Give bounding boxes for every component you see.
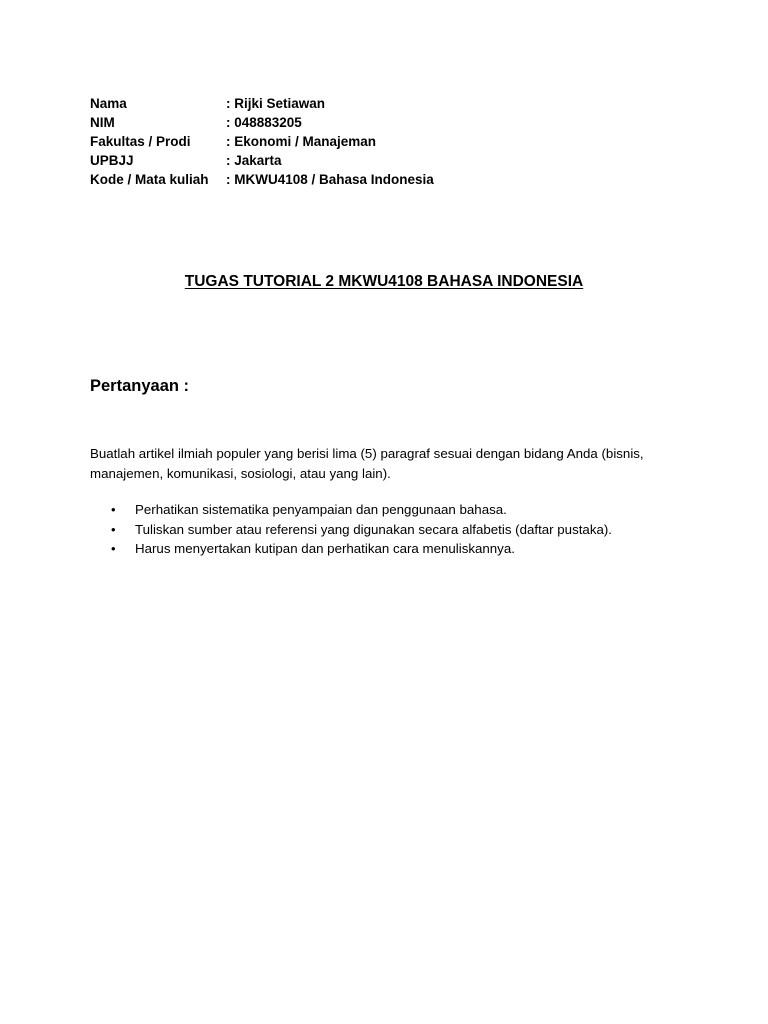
list-item [90,500,690,520]
list-item-text: Perhatikan sistematika penyampaian dan penggunaan bahasa. [135,502,507,517]
info-value: : 048883205 [226,115,302,130]
info-label: Kode / Mata kuliah [90,172,209,187]
list-item [90,539,690,559]
info-value: : Ekonomi / Manajeman [226,134,377,149]
info-label: UPBJJ [90,153,134,168]
info-value: : Jakarta [226,153,282,168]
info-row-nim [90,113,434,132]
document-title: TUGAS TUTORIAL 2 MKWU4108 BAHASA INDONESIA [184,273,584,290]
bullet-icon: • [111,502,116,517]
info-value: : MKWU4108 / Bahasa Indonesia [226,172,434,187]
list-item [90,520,690,540]
bullet-icon: • [111,521,116,537]
instruction-list [90,500,690,559]
student-info-table [90,94,434,189]
info-label: NIM [90,115,115,130]
info-label: Fakultas / Prodi [90,134,191,149]
bullet-icon: • [111,541,116,556]
question-heading: Pertanyaan : [90,377,190,395]
info-value: : Rijki Setiawan [226,96,326,111]
list-item-text: Tuliskan sumber atau referensi yang digunakan secara alfabetis (daftar pustaka). [135,521,612,537]
info-row-nama [90,94,434,113]
info-row-kode [90,170,434,189]
info-row-upbjj [90,151,434,170]
list-item-text: Harus menyertakan kutipan dan perhatikan cara menuliskannya. [135,541,515,556]
info-row-fakultas [90,132,434,151]
info-label: Nama [90,96,127,111]
question-body: Buatlah artikel ilmiah populer yang berisi lima (5) paragraf sesuai dengan bidang Anda (bisnis, manajemen, komunikasi, sosiologi, atau yang lain). [90,446,644,481]
